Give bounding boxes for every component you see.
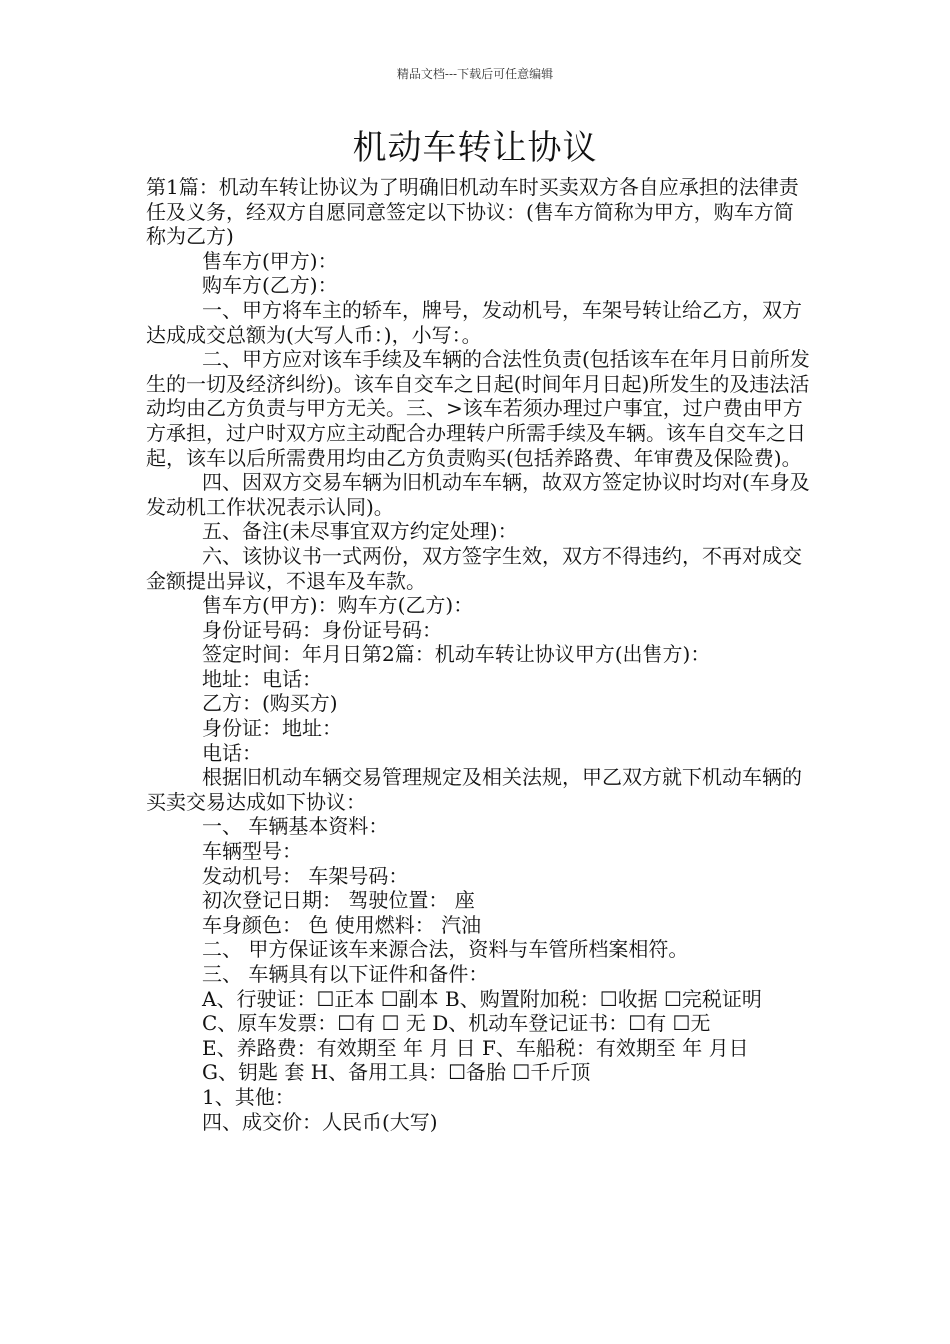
- paragraph: 根据旧机动车辆交易管理规定及相关法规，甲乙双方就下机动车辆的买卖交易达成如下协议：: [146, 765, 802, 814]
- paragraph: 四、成交价：人民币(大写): [202, 1109, 438, 1134]
- paragraph: 六、该协议书一式两份，双方签字生效，双方不得违约，不再对成交金额提出异议，不退车及车款。: [146, 543, 802, 593]
- paragraph: 购车方(乙方)：: [202, 273, 338, 298]
- paragraph: 初次登记日期： 驾驶位置： 座: [202, 888, 475, 913]
- paragraph: 二、甲方应对该车手续及车辆的合法性负责(包括该车在年月日前所发生的一切及经济纠纷)。该车自交车之日起(时间年月日起)所发生的及违法活动均由乙方负责与甲方无关。三、>该车若须办理过户事宜，过户费由甲方方承担，过户时双方应主动配合办理转户所需手续及车辆。该车自交车之日起，该车以后所需费用均由乙方负责购买(包括养路费、年审费及保险费)。: [146, 347, 810, 470]
- paragraph: 乙方：(购买方): [202, 691, 338, 716]
- document-title: 机动车转让协议: [352, 128, 598, 168]
- paragraph: 一、 车辆基本资料：: [202, 814, 389, 839]
- paragraph: 三、 车辆具有以下证件和备件：: [202, 962, 489, 986]
- paragraph: 五、备注(未尽事宜双方约定处理)：: [202, 519, 518, 544]
- paragraph: 一、甲方将车主的轿车，牌号，发动机号，车架号转让给乙方，双方达成成交总额为(大写人币：)，小写：。: [146, 297, 802, 347]
- document-body: [146, 175, 810, 1134]
- page-header: 精品文档---下载后可任意编辑: [396, 67, 554, 81]
- paragraph: 签定时间：年月日第2篇：机动车转让协议甲方(出售方)：: [202, 642, 711, 667]
- paragraph: 二、 甲方保证该车来源合法，资料与车管所档案相符。: [202, 937, 689, 962]
- paragraph: A、行驶证：☐正本 ☐副本 B、购置附加税：☐收据 ☐完税证明: [202, 986, 762, 1011]
- paragraph: 售车方(甲方)：: [202, 248, 338, 273]
- paragraph: 售车方(甲方)：购车方(乙方)：: [202, 593, 474, 618]
- paragraph: C、原车发票：☐有 ☐ 无 D、机动车登记证书：☐有 ☐无: [202, 1011, 711, 1036]
- paragraph: 1、其他：: [202, 1084, 295, 1109]
- paragraph: 地址：电话：: [202, 666, 322, 691]
- paragraph: 车辆型号：: [202, 839, 302, 864]
- paragraph: 四、因双方交易车辆为旧机动车车辆，故双方签定协议时均对(车身及发动机工作状况表示认同)。: [146, 470, 810, 519]
- paragraph: 电话：: [202, 740, 262, 765]
- paragraph: 第1篇：机动车转让协议为了明确旧机动车时买卖双方各自应承担的法律责任及义务，经双方自愿同意签定以下协议：(售车方简称为甲方，购车方简称为乙方): [146, 175, 799, 249]
- paragraph: 发动机号： 车架号码：: [202, 863, 409, 888]
- paragraph: E、养路费：有效期至 年 月 日 F、车船税：有效期至 年 月日: [202, 1035, 749, 1060]
- paragraph: 车身颜色： 色 使用燃料： 汽油: [202, 912, 482, 937]
- paragraph: 身份证号码：身份证号码：: [202, 617, 442, 642]
- paragraph: G、钥匙 套 H、备用工具：☐备胎 ☐千斤顶: [202, 1060, 591, 1085]
- paragraph: 身份证：地址：: [202, 716, 342, 741]
